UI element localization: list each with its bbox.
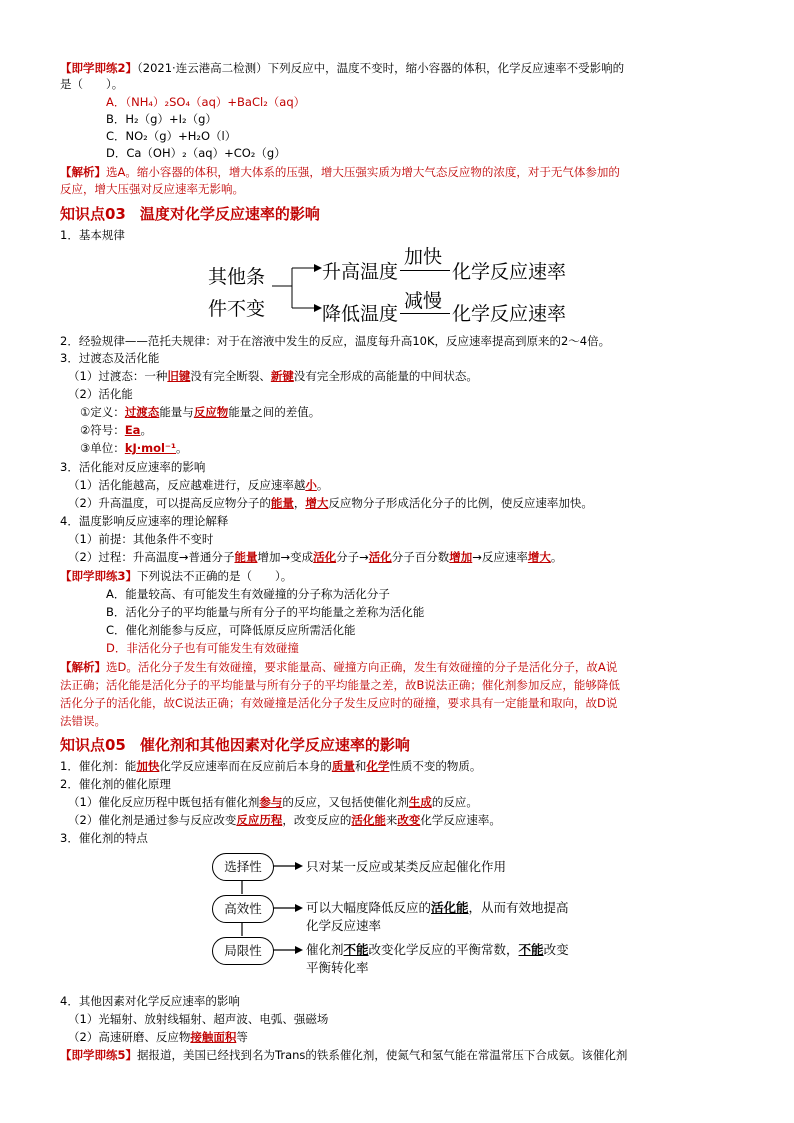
section3-item2: 2．经验规律——范托夫规律：对于在溶液中发生的反应，温度每升高10K，反应速率提高到原来的2～4倍。 xyxy=(60,334,611,348)
limitation-text-line1: 催化剂不能改变化学反应的平衡常数，不能改变 xyxy=(306,942,569,957)
section5-item2: 2．催化剂的催化原理 xyxy=(60,777,171,791)
practice5-question: 【即学即练5】据报道，美国已经找到名为Trans的铁系催化剂，使氮气和氢气能在常温常压下合成氨。该催化剂 xyxy=(60,1048,628,1062)
catalyst-principle-2: （2）催化剂是通过参与反应改变反应历程，改变反应的活化能来改变化学反应速率。 xyxy=(68,813,501,827)
practice3-analysis-line4: 法错误。 xyxy=(60,714,106,728)
section3-item5: 4．温度影响反应速率的理论解释 xyxy=(60,514,229,528)
practice2-option-b: B．H₂（g）+I₂（g） xyxy=(106,112,217,126)
practice2-analysis-line1: 【解析】选A。缩小容器的体积，增大体系的压强，增大压强实质为增大气态反应物的浓度，对于无气体参加的 xyxy=(60,165,620,179)
activation-energy-definition: ①定义：过渡态能量与反应物能量之间的差值。 xyxy=(80,405,321,419)
theory-premise: （1）前提：其他条件不变时 xyxy=(68,532,214,546)
selectivity-text: 只对某一反应或某类反应起催化作用 xyxy=(306,859,507,874)
activation-energy-symbol: ②符号：Ea。 xyxy=(80,423,152,437)
practice2-question-line2: 是（ ）。 xyxy=(60,77,124,91)
diagram-up-right: 化学反应速率 xyxy=(452,261,567,283)
section5-item4: 4．其他因素对化学反应速率的影响 xyxy=(60,994,240,1008)
practice2-option-a: A．（NH₄）₂SO₄（aq）+BaCl₂（aq） xyxy=(106,95,306,109)
section5-item3: 3．催化剂的特点 xyxy=(60,831,148,845)
diagram-down-bar xyxy=(400,313,450,314)
section5-title: 知识点05 催化剂和其他因素对化学反应速率的影响 xyxy=(60,736,410,754)
practice2-analysis-line2: 反应，增大压强对反应速率无影响。 xyxy=(60,182,244,196)
activation-energy-effect-1: （1）活化能越高，反应越难进行，反应速率越小。 xyxy=(68,478,329,492)
efficiency-text-line2: 化学反应速率 xyxy=(306,918,382,933)
diagram-down-left: 降低温度 xyxy=(322,303,399,325)
practice3-option-a: A．能量较高、有可能发生有效碰撞的分子称为活化分子 xyxy=(106,587,390,601)
practice2-option-d: D．Ca（OH）₂（aq）+CO₂（g） xyxy=(106,146,286,160)
efficiency-text-line1: 可以大幅度降低反应的活化能，从而有效地提高 xyxy=(306,900,569,915)
practice3-analysis-line1: 【解析】选D。活化分子发生有效碰撞，要求能量高、碰撞方向正确，发生有效碰撞的分子是活化分子，故A说 xyxy=(60,660,618,674)
practice3-option-d: D．非活化分子也有可能发生有效碰撞 xyxy=(106,641,299,655)
diagram-up-bar xyxy=(400,270,450,271)
practice3-analysis-line3: 活化分子的活化能，故C说法正确；有效碰撞是活化分子发生反应时的碰撞，要求具有一定能量和取向，故D说 xyxy=(60,696,618,710)
efficiency-box: 高效性 xyxy=(212,895,274,923)
activation-energy-effect-2: （2）升高温度，可以提高反应物分子的能量，增大反应物分子形成活化分子的比例，使反应速率加快。 xyxy=(68,496,593,510)
practice2-option-c: C．NO₂（g）+H₂O（l） xyxy=(106,129,237,143)
diagram-up-left: 升高温度 xyxy=(322,261,399,283)
practice3-question: 【即学即练3】下列说法不正确的是（ ）。 xyxy=(60,569,293,583)
theory-process: （2）过程：升高温度→普通分子能量增加→变成活化分子→活化分子百分数增加→反应速率增大。 xyxy=(68,550,563,564)
limitation-box: 局限性 xyxy=(212,937,274,965)
catalyst-definition: 1．催化剂：能加快化学反应速率而在反应前后本身的质量和化学性质不变的物质。 xyxy=(60,759,482,773)
limitation-text-line2: 平衡转化率 xyxy=(306,960,369,975)
practice3-option-b: B．活化分子的平均能量与所有分子的平均能量之差称为活化能 xyxy=(106,605,425,619)
section3-item3: 3．过渡态及活化能 xyxy=(60,351,160,365)
practice3-option-c: C．催化剂能参与反应，可降低原反应所需活化能 xyxy=(106,623,356,637)
other-factors-1: （1）光辐射、放射线辐射、超声波、电弧、强磁场 xyxy=(68,1012,329,1026)
transition-state-line: （1）过渡态：一种旧键没有完全断裂、新键没有完全形成的高能量的中间状态。 xyxy=(68,369,478,383)
section3-title: 知识点03 温度对化学反应速率的影响 xyxy=(60,205,320,223)
section3-item4: 3．活化能对反应速率的影响 xyxy=(60,460,206,474)
diagram-left-line1: 其他条 xyxy=(208,266,266,288)
practice2-question-line1: 【即学即练2】（2021·连云港高二检测）下列反应中，温度不变时，缩小容器的体积，化学反应速率不受影响的 xyxy=(60,61,625,75)
diagram-down-mid: 减慢 xyxy=(404,290,443,312)
diagram-down-right: 化学反应速率 xyxy=(452,303,567,325)
activation-energy-heading: （2）活化能 xyxy=(68,387,133,401)
catalyst-principle-1: （1）催化反应历程中既包括有催化剂参与的反应，又包括使催化剂生成的反应。 xyxy=(68,795,478,809)
diagram-left-line2: 件不变 xyxy=(208,298,266,320)
activation-energy-unit: ③单位：kJ·mol⁻¹。 xyxy=(80,441,188,455)
practice3-analysis-line2: 法正确；活化能是活化分子的平均能量与所有分子的平均能量之差，故B说法正确；催化剂参加反应，能够降低 xyxy=(60,678,620,692)
section3-item1: 1．基本规律 xyxy=(60,228,125,242)
diagram-up-mid: 加快 xyxy=(404,246,443,268)
diagram-branch-arrows xyxy=(270,258,330,318)
selectivity-box: 选择性 xyxy=(212,853,274,881)
other-factors-2: （2）高速研磨、反应物接触面积等 xyxy=(68,1030,248,1044)
